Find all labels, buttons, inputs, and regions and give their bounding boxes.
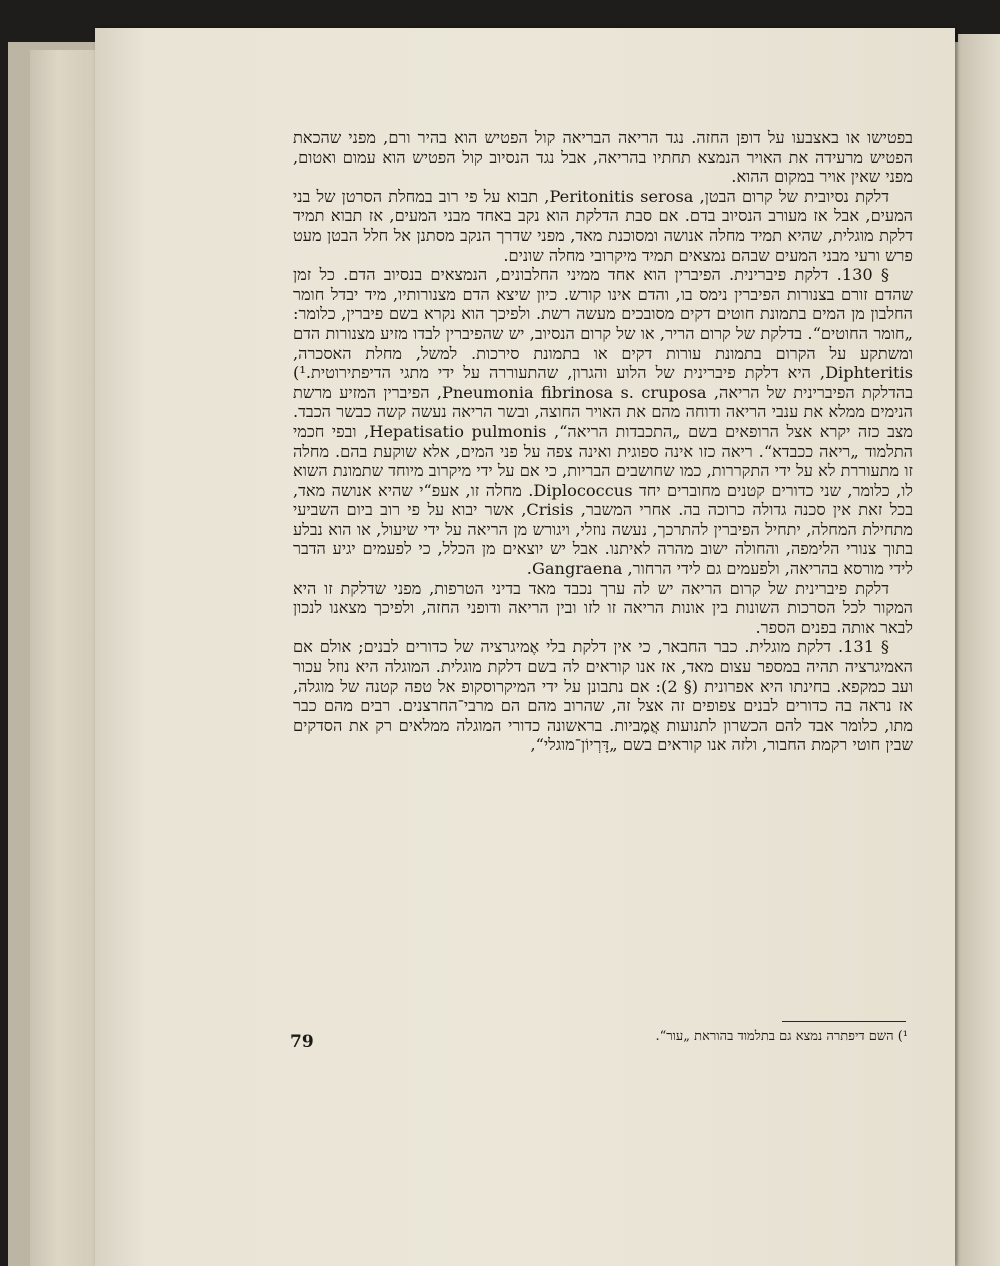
paragraph-2: דלקת נסיובית של קרום הבטן, Peritonitis serosa, תבוא על פי רוב במחלת הסרטן של בני המעים, אבל אז מעורב הנסיוב בדם. אם סבת הדלקת הוא נקב באחד מבני המעים, אז תבוא תמיד דלקת מוגלית, שהיא תמיד מחלה אנושה ומסוכנת מאד, מפני שדרך הנקב מסתנן אל חלל הבטן מעט פרש ורעי מבני המעים שבהם נמצאים תמיד מיקרובי מחלה שונים.: [293, 186, 913, 265]
main-text: [293, 128, 913, 755]
paragraph-4: דלקת פיברינית של קרום הריאה יש לה ערך נכבד מאד בדיני הטרפות, מפני שדלקת זו היא המקור לכל הסרכות השונות בין אונות הריאה זו לזו ובין הריאה ודופני החזה, ולפיכך מצאנו לנכון לבאר אותה בפנים הספר.: [293, 578, 913, 637]
page-stack-edge: [30, 50, 100, 1266]
paragraph-5-section-131: § 131. דלקת מוגלית. כבר החבאר, כי אין דלקת בלי אֶמיגרציה של כדורים לבנים; אולם אם האמיגרציה תהיה במספר עצום מאד, אז אנו קוראים לה בשם דלקת מוגלית. המוגלה היא נוזל עכור ועב כמקפא. בחינתו היא אפרונית (§ 2): אם נתבונן על ידי המיקרוסקופ אל טפה קטנה של מוגלה, אז נראה בה כדורים לבנים צפופים זה אצל זה, שהרוב מהם הם מרבי־החרצנים. רבים מהם כבר מתו, כלומר אבד להם הכשרון לתנועות אֲמֶביות. בראשונה כדורי המוגלה ממלאים רק את הסדקים שבין חוטי רקמת החבור, ולזה אנו קוראים בשם „דָּרְיוֹן־מוגלי“,: [293, 637, 913, 755]
paragraph-3-section-130: § 130. דלקת פיברינית. הפיברין הוא אחד ממיני החלבונים, הנמצאים בנסיוב הדם. כל זמן שהדם זורם בצנורות הפיברין נימס בו, והדם אינו קורש. כיון שיצא הדם מצנורותיו, מיד יבדל חומר החלבון מן המים בתמונת חוטים דקים מסובכים מעשה רשת. ולפיכך הוא נקרא בשם פיברין, כלומר: „חומר החוטים“. בדלקת של קרום הריר, או של קרום הנסיוב, יש שהפיברין לבדו מזיע מצנורות הדם ומשתקע על הקרום בתמונת עורות דקים או בתמונת סירכות. למשל, מחלת האסכרה, Diphteritis, היא דלקת פיברינית של הלוע והגרון, שהתעוררה על ידי מתגי הדיפתירוטית.¹) בהדלקת הפיברינית של הריאה, Pneumonia fibrinosa s. cruposa, הפיברין המזיע מרשת הנימים ממלא את ענבי הריאה ודוחה מהם את האויר החוצה, ובשר הריאה נעשה קשה כבשר הכבד. מצב כזה יקרא אצל הרופאים בשם „התכבדות הריאה“, Hepatisatio pulmonis, ובפי חכמי התלמוד „ריאה ככבדא“. ריאה כזו אינה ספוגית ואינה צפה על פני המים, אלא שוקעת בהם. מחלה זו מתעוררת לא על ידי התקררות, כמו שחושבים הבריות, כי אם על ידי מיקרוב מיוחד שתמונת השוא לו, כלומר, שני כדורים קטנים מחוברים יחד Diplococcus. מחלה זו, אעפ“י שהיא אנושה מאד, בכל זאת אין סכנה גדולה כרוכה בה. אחרי המשבר, Crisis, אשר יבוא על פי רוב ביום השביעי מתחילת המחלה, יתחיל הפיברין להתרכך, נעשה נוזלי, ויגורש מן הריאה על ידי שיעול, או הוא נבלע בתוך צנורי הלימפה, והחולה ישוב מהרה לאיתנו. אבל יש יוצאים מן הכלל, כי לפעמים יגיע הדבר לידי מורסא בהריאה, ולפעמים גם לידי הרחור, Gangraena.: [293, 265, 913, 579]
page-number: 79: [290, 1032, 314, 1052]
footnote-divider: [782, 1021, 906, 1022]
adjacent-page-edge: [958, 34, 1000, 1266]
footnote: ¹) השם דיפתרה נמצא גם בתלמוד בהוראת „עור“.: [655, 1029, 908, 1044]
paragraph-1: בפטישו או באצבעו על דופן החזה. נגד הריאה הבריאה קול הפטיש הוא בהיר ורם, מפני שהכאת הפטיש מרעידה את האויר הנמצא תחתיו בהריאה, אבל נגד הנסיוב קול הפטיש הוא עמום ואטום, מפני שאין אויר במקום ההוא.: [293, 128, 913, 187]
